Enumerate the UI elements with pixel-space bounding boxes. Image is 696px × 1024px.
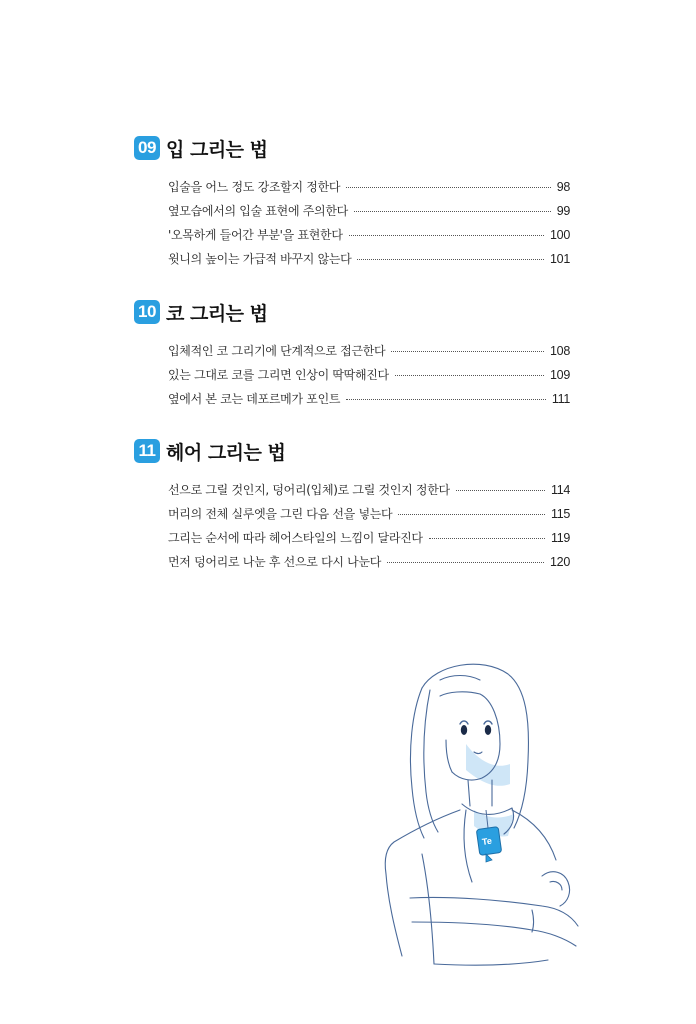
dot-leader bbox=[357, 259, 544, 260]
toc-entry-title: 머리의 전체 실루엣을 그린 다음 선을 넣는다 bbox=[168, 507, 393, 521]
dot-leader bbox=[398, 514, 545, 515]
section-header bbox=[134, 134, 574, 162]
toc-entry[interactable] bbox=[168, 366, 570, 390]
toc-section-11 bbox=[134, 437, 574, 577]
section-title: 헤어 그리는 법 bbox=[166, 441, 286, 464]
toc-entry-title: '오목하게 들어간 부분'을 표현한다 bbox=[168, 228, 343, 242]
toc-entry-title: 옆에서 본 코는 데포르메가 포인트 bbox=[168, 392, 341, 406]
toc-entry-title: 선으로 그릴 것인지, 덩어리(입체)로 그릴 것인지 정한다 bbox=[168, 483, 450, 497]
section-header bbox=[134, 298, 574, 326]
toc-entry-page: 120 bbox=[550, 555, 570, 569]
pendant-badge-label: Te bbox=[481, 835, 493, 847]
section-number-badge: 11 bbox=[134, 439, 160, 463]
toc-entry[interactable] bbox=[168, 529, 570, 553]
character-sketch-illustration bbox=[382, 660, 592, 972]
forearm-bottom bbox=[412, 922, 576, 946]
toc-entry[interactable] bbox=[168, 178, 570, 202]
dot-leader bbox=[346, 187, 551, 188]
dot-leader bbox=[429, 538, 545, 539]
toc-list bbox=[168, 481, 570, 577]
toc-section-10 bbox=[134, 298, 574, 414]
face-jaw bbox=[446, 740, 452, 772]
toc-entry-title: 있는 그대로 코를 그리면 인상이 딱딱해진다 bbox=[168, 368, 389, 382]
torso-line bbox=[422, 854, 434, 964]
cuff bbox=[532, 910, 534, 932]
hair-left-strand bbox=[410, 688, 424, 838]
left-eye bbox=[460, 721, 468, 724]
dot-leader bbox=[456, 490, 545, 491]
right-pupil bbox=[485, 725, 491, 735]
hem bbox=[434, 960, 548, 965]
hand bbox=[542, 872, 570, 906]
toc-entry-page: 109 bbox=[550, 368, 570, 382]
toc-entry-title: 먼저 덩어리로 나눈 후 선으로 다시 나눈다 bbox=[168, 555, 382, 569]
toc-list bbox=[168, 178, 570, 274]
toc-section-09 bbox=[134, 134, 574, 274]
section-title: 코 그리는 법 bbox=[166, 302, 268, 325]
mouth bbox=[474, 752, 482, 754]
toc-entry[interactable] bbox=[168, 342, 570, 366]
section-header bbox=[134, 437, 574, 465]
toc-entry[interactable] bbox=[168, 481, 570, 505]
toc-entry-page: 114 bbox=[550, 483, 570, 497]
dot-leader bbox=[349, 235, 544, 236]
toc-entry[interactable] bbox=[168, 250, 570, 274]
dot-leader bbox=[391, 351, 544, 352]
toc-entry-page: 99 bbox=[556, 204, 570, 218]
section-number-badge: 09 bbox=[134, 136, 160, 160]
toc-entry[interactable] bbox=[168, 553, 570, 577]
toc-entry[interactable] bbox=[168, 505, 570, 529]
toc-entry-page: 98 bbox=[556, 180, 570, 194]
toc-entry-page: 108 bbox=[550, 344, 570, 358]
neck bbox=[468, 780, 492, 806]
right-eye bbox=[484, 721, 492, 724]
dot-leader bbox=[346, 399, 546, 400]
toc-entry[interactable] bbox=[168, 226, 570, 250]
toc-list bbox=[168, 342, 570, 414]
toc-entry-title: 입체적인 코 그리기에 단계적으로 접근한다 bbox=[168, 344, 386, 358]
toc-entry-title: 옆모습에서의 입술 표현에 주의한다 bbox=[168, 204, 348, 218]
toc-entry[interactable] bbox=[168, 390, 570, 414]
toc-entry[interactable] bbox=[168, 202, 570, 226]
toc-entry-title: 입술을 어느 정도 강조할지 정한다 bbox=[168, 180, 341, 194]
toc-entry-page: 100 bbox=[550, 228, 570, 242]
toc-entry-page: 115 bbox=[550, 507, 570, 521]
left-pupil bbox=[461, 725, 467, 735]
toc-entry-page: 119 bbox=[550, 531, 570, 545]
toc-entry-page: 111 bbox=[551, 392, 570, 406]
dot-leader bbox=[387, 562, 544, 563]
left-shoulder bbox=[385, 810, 460, 874]
section-title: 입 그리는 법 bbox=[166, 138, 268, 161]
dot-leader bbox=[395, 375, 544, 376]
section-number-badge: 10 bbox=[134, 300, 160, 324]
toc-entry-title: 그리는 순서에 따라 헤어스타일의 느낌이 달라진다 bbox=[168, 531, 423, 545]
hair-inner-strand bbox=[440, 676, 480, 681]
lapel bbox=[464, 810, 472, 882]
toc-entry-page: 101 bbox=[550, 252, 570, 266]
toc-entry-title: 윗니의 높이는 가급적 바꾸지 않는다 bbox=[168, 252, 352, 266]
hair-left-strand-2 bbox=[424, 690, 438, 832]
hair-outline bbox=[422, 664, 528, 828]
left-arm bbox=[386, 874, 402, 956]
dot-leader bbox=[354, 211, 551, 212]
